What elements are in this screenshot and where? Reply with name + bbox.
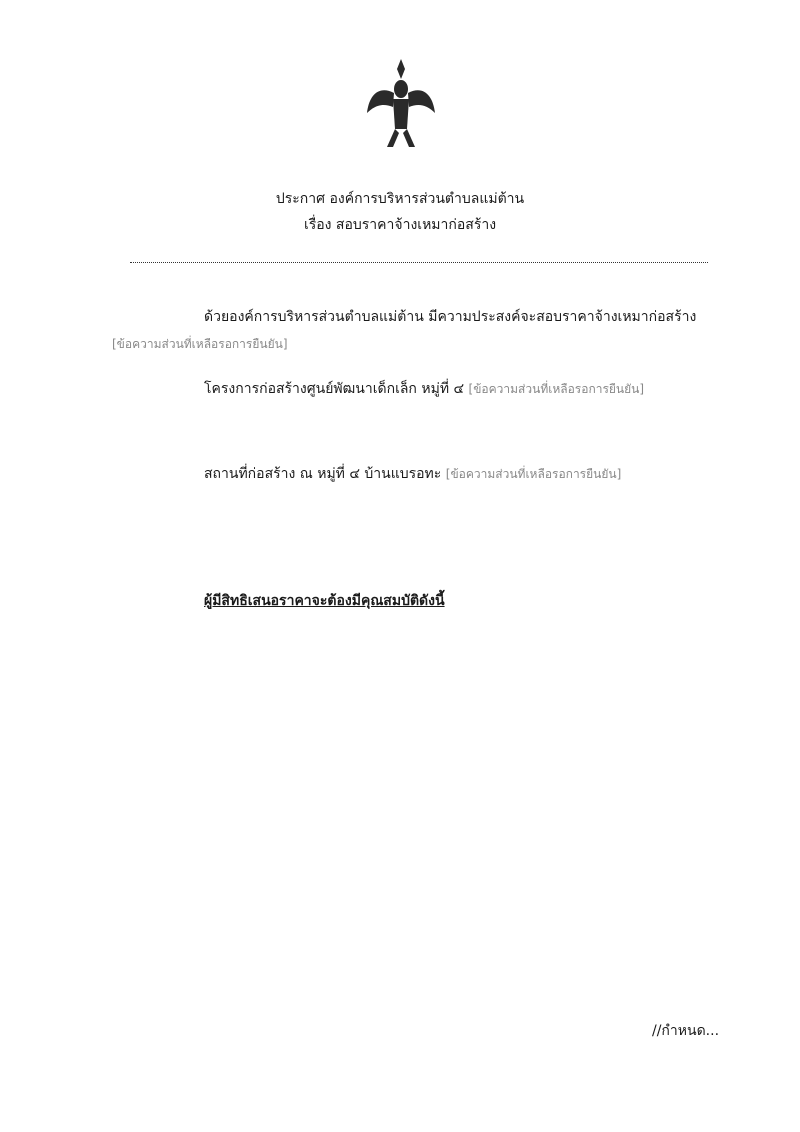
qualifications-heading: ผู้มีสิทธิเสนอราคาจะต้องมีคุณสมบัติดังนี้	[204, 593, 445, 609]
pending-note: [ข้อความส่วนที่เหลือรอการยืนยัน]	[468, 382, 645, 396]
pending-note: [ข้อความส่วนที่เหลือรอการยืนยัน]	[445, 467, 622, 481]
location-paragraph	[112, 461, 732, 488]
header-line-2: เรื่อง สอบราคาจ้างเหมาก่อสร้าง	[303, 217, 497, 233]
location-text: สถานที่ก่อสร้าง ณ หมู่ที่ ๔ บ้านแบรอทะ	[204, 466, 442, 482]
project-paragraph	[112, 376, 732, 403]
header-line-1: ประกาศ องค์การบริหารส่วนตำบลแม่ต้าน	[275, 191, 525, 207]
intro-paragraph	[112, 304, 732, 358]
project-text: โครงการก่อสร้างศูนย์พัฒนาเด็กเล็ก หมู่ที่ ๔	[204, 381, 465, 397]
pending-note: [ข้อความส่วนที่เหลือรอการยืนยัน]	[112, 337, 288, 351]
dotted-divider	[130, 262, 708, 263]
garuda-emblem	[365, 55, 437, 153]
intro-text: ด้วยองค์การบริหารส่วนตำบลแม่ต้าน มีความประสงค์จะสอบราคาจ้างเหมาก่อสร้าง	[204, 309, 697, 325]
continuation-marker: //กำหนด...	[652, 1023, 720, 1039]
